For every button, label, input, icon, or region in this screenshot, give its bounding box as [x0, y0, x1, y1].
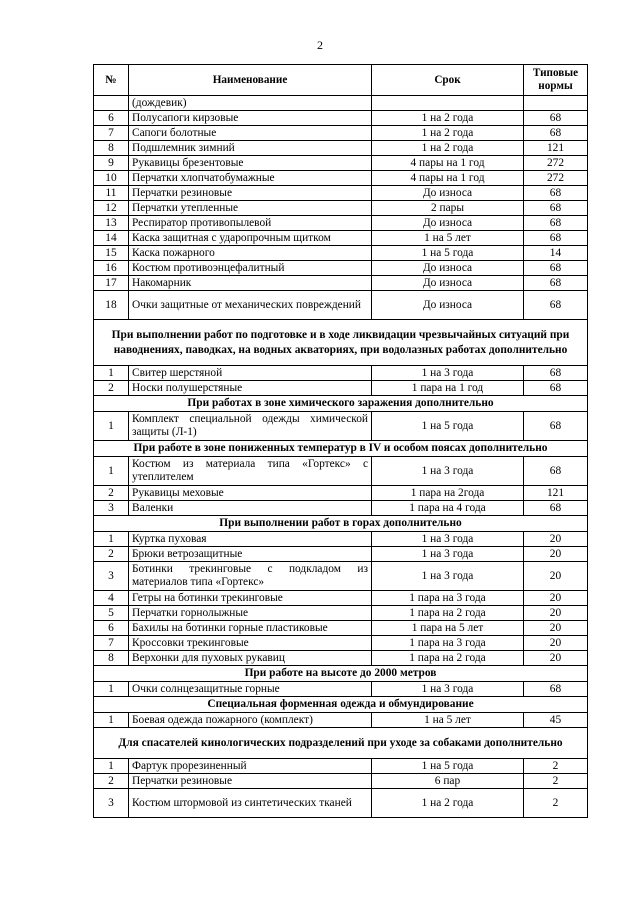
table-row — [94, 201, 588, 216]
header-norm: Типовые нормы — [524, 65, 588, 96]
cell-norm: 121 — [524, 486, 588, 501]
table-row — [94, 381, 588, 396]
cell-num: 1 — [94, 532, 129, 547]
cell-norm: 2 — [524, 774, 588, 789]
cell-num: 17 — [94, 276, 129, 291]
table-row — [94, 591, 588, 606]
cell-num: 1 — [94, 457, 129, 486]
table-row — [94, 486, 588, 501]
table-row — [94, 682, 588, 697]
table-row — [94, 501, 588, 516]
cell-name: Полусапоги кирзовые — [129, 111, 372, 126]
cell-term: 1 на 3 года — [372, 562, 524, 591]
cell-name: Верхонки для пуховых рукавиц — [129, 651, 372, 666]
cell-term: 1 пара на 4 года — [372, 501, 524, 516]
cell-num: 14 — [94, 231, 129, 246]
cell-term: 1 на 2 года — [372, 141, 524, 156]
cell-name: Куртка пуховая — [129, 532, 372, 547]
table-row — [94, 759, 588, 774]
cell-term: 1 на 3 года — [372, 457, 524, 486]
cell-term: 1 на 5 года — [372, 246, 524, 261]
cell-num: 15 — [94, 246, 129, 261]
cell-term: До износа — [372, 261, 524, 276]
cell-norm: 272 — [524, 171, 588, 186]
cell-name: Каска пожарного — [129, 246, 372, 261]
table-row — [94, 111, 588, 126]
cell-name: Костюм из материала типа «Гортекс» с утеплителем — [129, 457, 372, 486]
table-row — [94, 141, 588, 156]
table-row — [94, 621, 588, 636]
cell-norm: 20 — [524, 621, 588, 636]
cell-norm: 68 — [524, 111, 588, 126]
cell-num: 12 — [94, 201, 129, 216]
cell-norm: 68 — [524, 126, 588, 141]
cell-name: Костюм противоэнцефалитный — [129, 261, 372, 276]
cell-term: 1 пара на 1 год — [372, 381, 524, 396]
table-row — [94, 171, 588, 186]
cell-num: 6 — [94, 621, 129, 636]
cell-term: До износа — [372, 216, 524, 231]
cell-name: Боевая одежда пожарного (комплект) — [129, 713, 372, 728]
cell-term: До износа — [372, 291, 524, 320]
table-row — [94, 713, 588, 728]
cell-norm: 20 — [524, 636, 588, 651]
section-heading: Специальная форменная одежда и обмундирование — [94, 697, 588, 713]
cell-term: 1 пара на 2 года — [372, 651, 524, 666]
section-heading: При выполнении работ в горах дополнительно — [94, 516, 588, 532]
cell-name: Бахилы на ботинки горные пластиковые — [129, 621, 372, 636]
section-heading: При выполнении работ по подготовке и в ходе ликвидации чрезвычайных ситуаций при наводнениях, паводках, на водных акваториях, при водолазных работах дополнительно — [94, 320, 588, 366]
cell-name: Носки полушерстяные — [129, 381, 372, 396]
cell-num: 9 — [94, 156, 129, 171]
cell-norm: 20 — [524, 606, 588, 621]
table-row — [94, 276, 588, 291]
cell-term: 1 на 2 года — [372, 789, 524, 818]
table-row — [94, 186, 588, 201]
table-row — [94, 636, 588, 651]
cell-num: 3 — [94, 562, 129, 591]
cell-num: 8 — [94, 651, 129, 666]
cell-norm: 68 — [524, 412, 588, 441]
cell-norm: 68 — [524, 366, 588, 381]
cell-name: Каска защитная с ударопрочным щитком — [129, 231, 372, 246]
cell-norm: 272 — [524, 156, 588, 171]
table-header-row — [94, 65, 588, 96]
section-heading: При работе в зоне пониженных температур в IV и особом поясах дополнительно — [94, 441, 588, 457]
cell-norm: 68 — [524, 216, 588, 231]
table-row — [94, 366, 588, 381]
cell-name: Сапоги болотные — [129, 126, 372, 141]
cell-norm: 68 — [524, 682, 588, 697]
cell-num: 8 — [94, 141, 129, 156]
cell-norm: 68 — [524, 457, 588, 486]
page-number: 2 — [317, 38, 323, 52]
table-row — [94, 96, 588, 111]
cell-norm: 20 — [524, 591, 588, 606]
cell-name: Накомарник — [129, 276, 372, 291]
cell-norm — [524, 96, 588, 111]
cell-term: 1 пара на 3 года — [372, 591, 524, 606]
table-row — [94, 291, 588, 320]
cell-norm: 20 — [524, 532, 588, 547]
cell-term: 1 пара на 2года — [372, 486, 524, 501]
cell-num — [94, 96, 129, 111]
cell-name: Респиратор противопылевой — [129, 216, 372, 231]
header-term: Срок — [372, 65, 524, 96]
table-row — [94, 562, 588, 591]
cell-num: 2 — [94, 774, 129, 789]
cell-name: Перчатки хлопчатобумажные — [129, 171, 372, 186]
table-row — [94, 547, 588, 562]
cell-term: 1 на 2 года — [372, 111, 524, 126]
cell-num: 1 — [94, 682, 129, 697]
table-row — [94, 774, 588, 789]
cell-num: 2 — [94, 381, 129, 396]
cell-norm: 45 — [524, 713, 588, 728]
cell-norm: 68 — [524, 186, 588, 201]
cell-name: (дождевик) — [129, 96, 372, 111]
cell-norm: 20 — [524, 547, 588, 562]
cell-term: 6 пар — [372, 774, 524, 789]
cell-name: Подшлемник зимний — [129, 141, 372, 156]
cell-term: До износа — [372, 276, 524, 291]
cell-norm: 68 — [524, 201, 588, 216]
section-heading-row — [94, 666, 588, 682]
section-heading: При работе на высоте до 2000 метров — [94, 666, 588, 682]
section-heading: Для спасателей кинологических подразделений при уходе за собаками дополнительно — [94, 728, 588, 759]
cell-num: 10 — [94, 171, 129, 186]
cell-num: 4 — [94, 591, 129, 606]
cell-norm: 20 — [524, 562, 588, 591]
section-heading-row — [94, 396, 588, 412]
cell-term: 1 пара на 5 лет — [372, 621, 524, 636]
cell-norm: 68 — [524, 276, 588, 291]
cell-name: Гетры на ботинки трекинговые — [129, 591, 372, 606]
cell-name: Рукавицы меховые — [129, 486, 372, 501]
table-row — [94, 231, 588, 246]
cell-norm: 2 — [524, 759, 588, 774]
cell-name: Перчатки горнолыжные — [129, 606, 372, 621]
cell-name: Комплект специальной одежды химической защиты (Л-1) — [129, 412, 372, 441]
table-body — [94, 96, 588, 818]
header-num: № — [94, 65, 129, 96]
cell-num: 11 — [94, 186, 129, 201]
section-heading-row — [94, 320, 588, 366]
cell-num: 7 — [94, 126, 129, 141]
cell-name: Перчатки утепленные — [129, 201, 372, 216]
table-row — [94, 216, 588, 231]
cell-num: 2 — [94, 486, 129, 501]
cell-name: Брюки ветрозащитные — [129, 547, 372, 562]
cell-term: 1 на 3 года — [372, 547, 524, 562]
table-row — [94, 412, 588, 441]
cell-name: Свитер шерстяной — [129, 366, 372, 381]
table-row — [94, 457, 588, 486]
section-heading-row — [94, 441, 588, 457]
table-row — [94, 606, 588, 621]
cell-term: 2 пары — [372, 201, 524, 216]
cell-term: До износа — [372, 186, 524, 201]
cell-num: 3 — [94, 501, 129, 516]
clothing-norms-table — [93, 64, 588, 818]
table-row — [94, 651, 588, 666]
cell-norm: 68 — [524, 231, 588, 246]
cell-name: Валенки — [129, 501, 372, 516]
cell-term: 1 на 5 лет — [372, 231, 524, 246]
cell-term: 1 на 5 лет — [372, 713, 524, 728]
cell-term: 1 на 5 года — [372, 412, 524, 441]
cell-norm: 68 — [524, 501, 588, 516]
cell-num: 2 — [94, 547, 129, 562]
section-heading-row — [94, 516, 588, 532]
table-row — [94, 246, 588, 261]
cell-norm: 2 — [524, 789, 588, 818]
cell-term: 1 на 3 года — [372, 366, 524, 381]
cell-term: 1 на 3 года — [372, 682, 524, 697]
cell-num: 1 — [94, 366, 129, 381]
cell-num: 13 — [94, 216, 129, 231]
cell-num: 18 — [94, 291, 129, 320]
cell-term: 4 пары на 1 год — [372, 156, 524, 171]
section-heading: При работах в зоне химического заражения дополнительно — [94, 396, 588, 412]
header-name: Наименование — [129, 65, 372, 96]
table-row — [94, 532, 588, 547]
cell-num: 7 — [94, 636, 129, 651]
cell-name: Фартук прорезиненный — [129, 759, 372, 774]
cell-num: 1 — [94, 412, 129, 441]
cell-term — [372, 96, 524, 111]
cell-name: Очки солнцезащитные горные — [129, 682, 372, 697]
cell-name: Очки защитные от механических повреждений — [129, 291, 372, 320]
cell-name: Перчатки резиновые — [129, 186, 372, 201]
cell-norm: 68 — [524, 381, 588, 396]
section-heading-row — [94, 697, 588, 713]
table-row — [94, 156, 588, 171]
cell-term: 1 на 2 года — [372, 126, 524, 141]
cell-name: Перчатки резиновые — [129, 774, 372, 789]
cell-term: 1 пара на 3 года — [372, 636, 524, 651]
cell-num: 16 — [94, 261, 129, 276]
cell-num: 1 — [94, 759, 129, 774]
cell-norm: 121 — [524, 141, 588, 156]
cell-name: Ботинки трекинговые с подкладом из материалов типа «Гортекс» — [129, 562, 372, 591]
cell-norm: 20 — [524, 651, 588, 666]
cell-norm: 68 — [524, 291, 588, 320]
cell-term: 1 на 3 года — [372, 532, 524, 547]
section-heading-row — [94, 728, 588, 759]
cell-norm: 14 — [524, 246, 588, 261]
cell-name: Кроссовки трекинговые — [129, 636, 372, 651]
table-row — [94, 789, 588, 818]
cell-norm: 68 — [524, 261, 588, 276]
cell-term: 1 пара на 2 года — [372, 606, 524, 621]
cell-num: 1 — [94, 713, 129, 728]
table-row — [94, 261, 588, 276]
table-row — [94, 126, 588, 141]
cell-name: Костюм штормовой из синтетических тканей — [129, 789, 372, 818]
cell-num: 6 — [94, 111, 129, 126]
cell-num: 5 — [94, 606, 129, 621]
cell-num: 3 — [94, 789, 129, 818]
cell-term: 4 пары на 1 год — [372, 171, 524, 186]
cell-name: Рукавицы брезентовые — [129, 156, 372, 171]
cell-term: 1 на 5 года — [372, 759, 524, 774]
